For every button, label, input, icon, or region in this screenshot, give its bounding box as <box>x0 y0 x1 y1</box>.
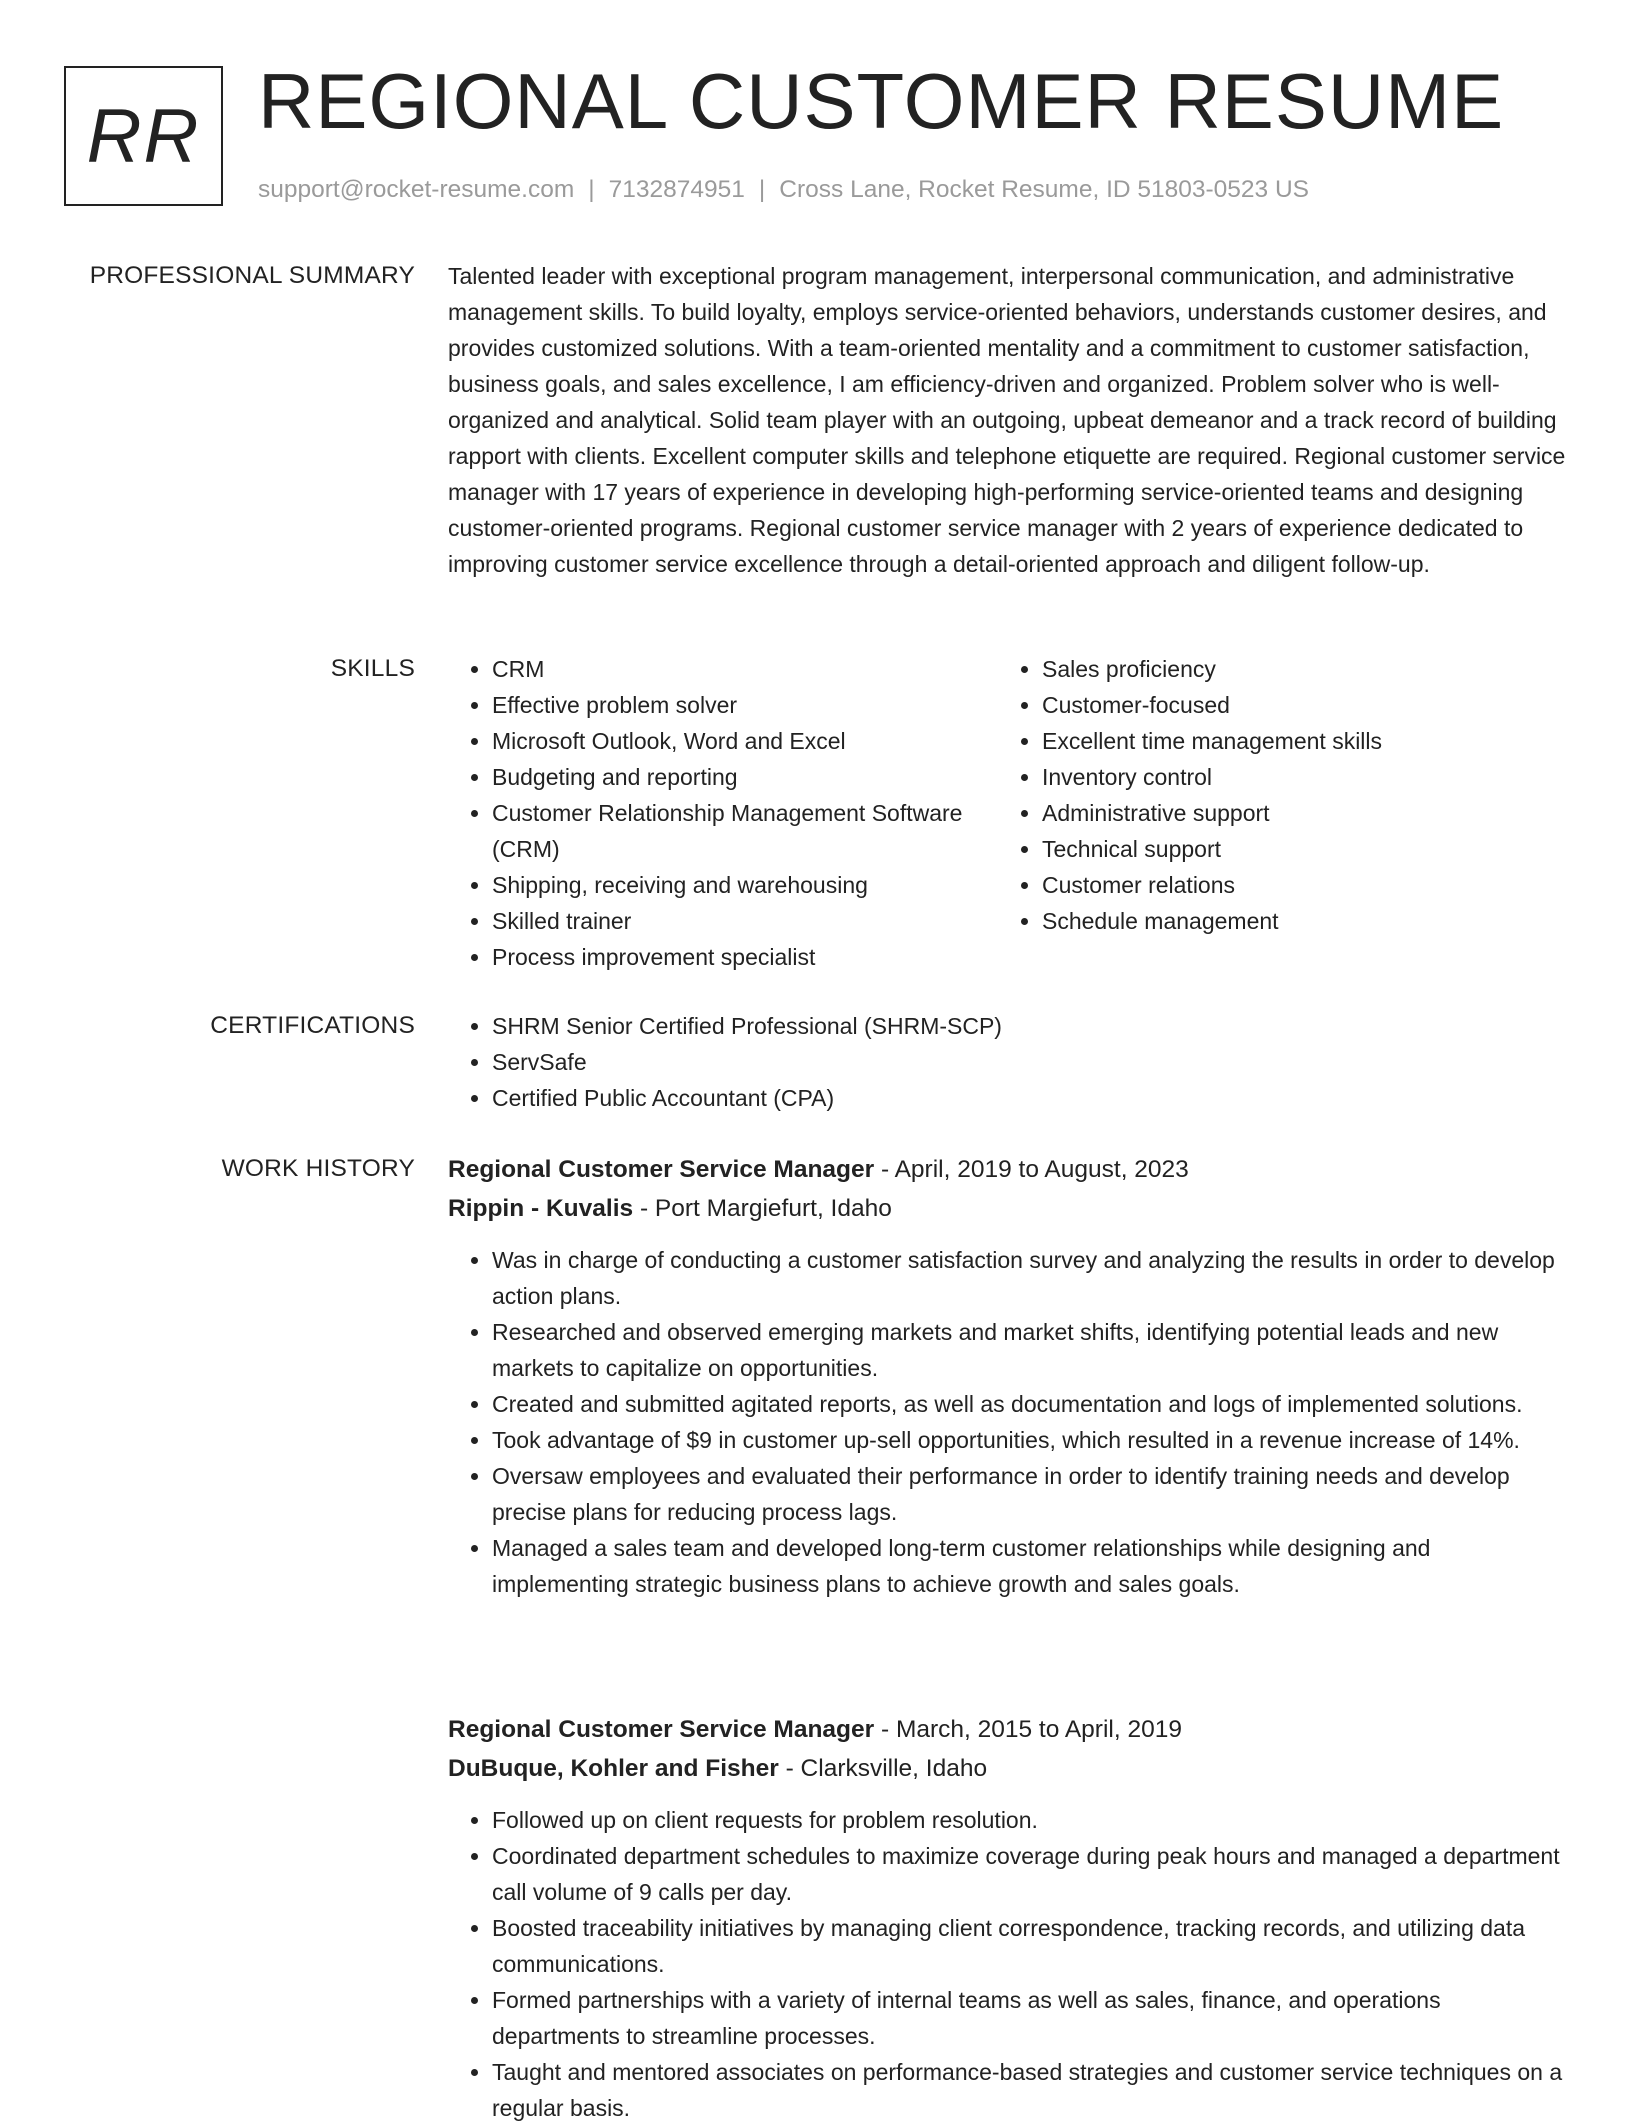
skill-item: • Process improvement specialist <box>492 939 998 975</box>
job-title-line <box>448 1710 1566 1749</box>
skill-item: • Microsoft Outlook, Word and Excel <box>492 723 998 759</box>
skill-item: • Inventory control <box>1042 759 1518 795</box>
skill-item: • Administrative support <box>1042 795 1518 831</box>
job-bullet: • Followed up on client requests for problem resolution. <box>492 1802 1566 1838</box>
certification-item: • SHRM Senior Certified Professional (SHRM-SCP) <box>492 1008 1566 1044</box>
contact-phone[interactable]: 7132874951 <box>608 176 745 203</box>
skill-item: • Shipping, receiving and warehousing <box>492 867 998 903</box>
job-bullet: • Taught and mentored associates on performance-based strategies and customer service techniques on a regular basis. <box>492 2054 1566 2126</box>
certifications-list <box>448 1008 1566 1116</box>
job-entry <box>448 1710 1566 2126</box>
skill-item: • Customer-focused <box>1042 687 1518 723</box>
contact-separator: | <box>758 176 766 203</box>
company-line <box>448 1749 1566 1788</box>
skills-column-left <box>448 651 998 975</box>
skills-heading: SKILLS <box>330 655 415 682</box>
job-bullet: • Created and submitted agitated reports, as well as documentation and logs of implemented solutions. <box>492 1386 1566 1422</box>
resume-title: REGIONAL CUSTOMER RESUME <box>258 57 1505 145</box>
job-bullet: • Formed partnerships with a variety of internal teams as well as sales, finance, and operations departments to streamline processes. <box>492 1982 1566 2054</box>
certifications-heading: CERTIFICATIONS <box>210 1012 415 1039</box>
job-title: Regional Customer Service Manager <box>448 1156 875 1183</box>
skill-item: • Technical support <box>1042 831 1518 867</box>
skill-item: • Schedule management <box>1042 903 1518 939</box>
job-entry <box>448 1150 1566 1602</box>
skill-item: • CRM <box>492 651 998 687</box>
company-name: DuBuque, Kohler and Fisher <box>448 1755 779 1782</box>
summary-heading: PROFESSIONAL SUMMARY <box>89 262 415 289</box>
job-bullet: • Oversaw employees and evaluated their performance in order to identify training needs and develop precise plans for reducing process lags. <box>492 1458 1566 1530</box>
job-dates: - March, 2015 to April, 2019 <box>874 1716 1182 1743</box>
company-line <box>448 1189 1566 1228</box>
skill-item: • Sales proficiency <box>1042 651 1518 687</box>
skills-grid <box>448 651 1566 975</box>
job-bullet: • Took advantage of $9 in customer up-sell opportunities, which resulted in a revenue increase of 14%. <box>492 1422 1566 1458</box>
job-bullet: • Managed a sales team and developed long-term customer relationships while designing and implementing strategic business plans to achieve growth and sales goals. <box>492 1530 1566 1602</box>
monogram-logo: RR <box>64 66 223 206</box>
job-dates: - April, 2019 to August, 2023 <box>874 1156 1189 1183</box>
skill-item: • Customer relations <box>1042 867 1518 903</box>
job-bullet: • Was in charge of conducting a customer satisfaction survey and analyzing the results in order to develop action plans. <box>492 1242 1566 1314</box>
certification-item: • Certified Public Accountant (CPA) <box>492 1080 1566 1116</box>
job-bullet: • Boosted traceability initiatives by managing client correspondence, tracking records, and utilizing data communications. <box>492 1910 1566 1982</box>
skill-item: • Budgeting and reporting <box>492 759 998 795</box>
contact-line <box>258 176 1309 204</box>
job-bullets <box>448 1802 1566 2126</box>
skill-item: • Customer Relationship Management Software (CRM) <box>492 795 998 867</box>
work-history-heading: WORK HISTORY <box>221 1155 415 1182</box>
company-location: - Port Margiefurt, Idaho <box>633 1195 892 1222</box>
skill-item: • Effective problem solver <box>492 687 998 723</box>
work-history-body <box>448 1150 1566 2121</box>
job-title: Regional Customer Service Manager <box>448 1716 875 1743</box>
contact-separator: | <box>588 176 595 203</box>
skill-item: • Skilled trainer <box>492 903 998 939</box>
skills-column-right <box>998 651 1518 975</box>
company-name: Rippin - Kuvalis <box>448 1195 634 1222</box>
contact-address: Cross Lane, Rocket Resume, ID 51803-0523 US <box>779 176 1310 203</box>
summary-text: Talented leader with exceptional program management, interpersonal communication, and administrative management skills. To build loyalty, employs service-oriented behaviors, understands customer desires, and provides customized solutions. With a team-oriented mentality and a commitment to customer satisfaction, business goals, and sales excellence, I am efficiency-driven and organized. Problem solver who is well-organized and analytical. Solid team player with an outgoing, upbeat demeanor and a track record of building rapport with clients. Excellent computer skills and telephone etiquette are required. Regional customer service manager with 17 years of experience in developing high-performing service-oriented teams and designing customer-oriented programs. Regional customer service manager with 2 years of experience dedicated to improving customer service excellence through a detail-oriented approach and diligent follow-up. <box>448 263 1566 577</box>
contact-email[interactable]: support@rocket-resume.com <box>258 176 575 203</box>
job-title-line <box>448 1150 1566 1189</box>
company-location: - Clarksville, Idaho <box>778 1755 988 1782</box>
skill-item: • Excellent time management skills <box>1042 723 1518 759</box>
certification-item: • ServSafe <box>492 1044 1566 1080</box>
job-bullet: • Researched and observed emerging markets and market shifts, identifying potential leads and new markets to capitalize on opportunities. <box>492 1314 1566 1386</box>
resume-header <box>64 57 1568 214</box>
job-bullet: • Coordinated department schedules to maximize coverage during peak hours and managed a department call volume of 9 calls per day. <box>492 1838 1566 1910</box>
job-bullets <box>448 1242 1566 1602</box>
